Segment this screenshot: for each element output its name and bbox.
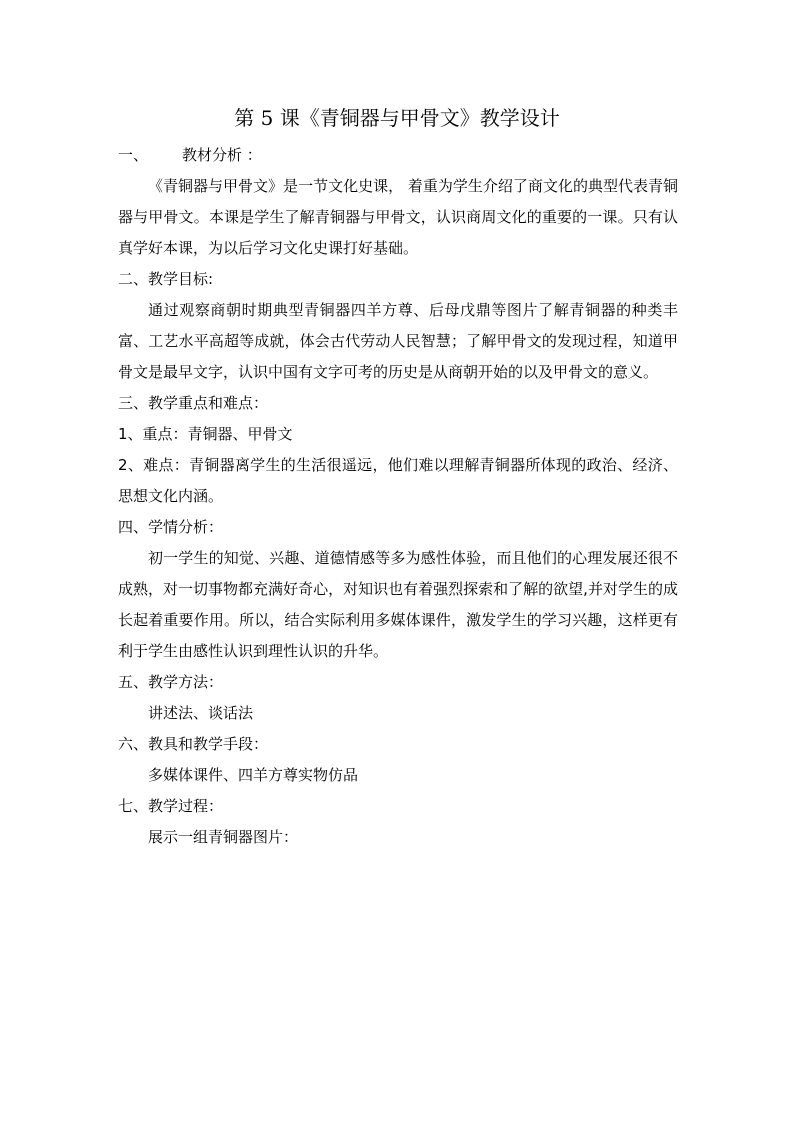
section-1-heading bbox=[118, 140, 678, 171]
section-5-heading: 五、教学方法： bbox=[118, 673, 224, 691]
section-5-content: 讲述法、谈话法 bbox=[148, 704, 254, 722]
section-6-heading: 六、教具和教学手段： bbox=[118, 735, 269, 753]
section-7-content: 展示一组青铜器图片： bbox=[148, 828, 299, 846]
section-7-heading: 七、教学过程： bbox=[118, 797, 224, 815]
section-4-heading: 四、学情分析： bbox=[118, 518, 224, 536]
section-1-number: 一、 bbox=[118, 146, 149, 164]
document-body bbox=[118, 140, 678, 853]
section-3-key-point: 1、重点：青铜器、甲骨文 bbox=[118, 425, 293, 443]
section-1-paragraph: 《青铜器与甲骨文》是一节文化史课， 着重为学生介绍了商文化的典型代表青铜器与甲骨文。本课是学生了解青铜器与甲骨文，认识商周文化的重要的一课。只有认真学好本课，为以后学习文化史课打好基础。 bbox=[118, 177, 678, 257]
section-6-content: 多媒体课件、四羊方尊实物仿品 bbox=[148, 766, 359, 784]
section-1-title: 教材分析 ： bbox=[182, 146, 262, 164]
section-4-paragraph: 初一学生的知觉、兴趣、道德情感等多为感性体验，而且他们的心理发展还很不成熟，对一切事物都充满好奇心，对知识也有着强烈探索和了解的欲望,并对学生的成长起着重要作用。所以，结合实际利用多媒体课件，激发学生的学习兴趣，这样更有利于学生由感性认识到理性认识的升华。 bbox=[118, 549, 678, 660]
page-title: 第 5 课《青铜器与甲骨文》教学设计 bbox=[234, 106, 560, 130]
section-3-difficult-point: 2、难点：青铜器离学生的生活很遥远，他们难以理解青铜器所体现的政治、经济、思想文化内涵。 bbox=[118, 456, 678, 505]
section-2-heading: 二、教学目标: bbox=[118, 270, 214, 288]
section-3-heading: 三、教学重点和难点： bbox=[118, 394, 269, 412]
section-2-paragraph: 通过观察商朝时期典型青铜器四羊方尊、后母戊鼎等图片了解青铜器的种类丰富、工艺水平高超等成就，体会古代劳动人民智慧；了解甲骨文的发现过程，知道甲骨文是最早文字，认识中国有文字可考的历史是从商朝开始的以及甲骨文的意义。 bbox=[118, 301, 678, 381]
